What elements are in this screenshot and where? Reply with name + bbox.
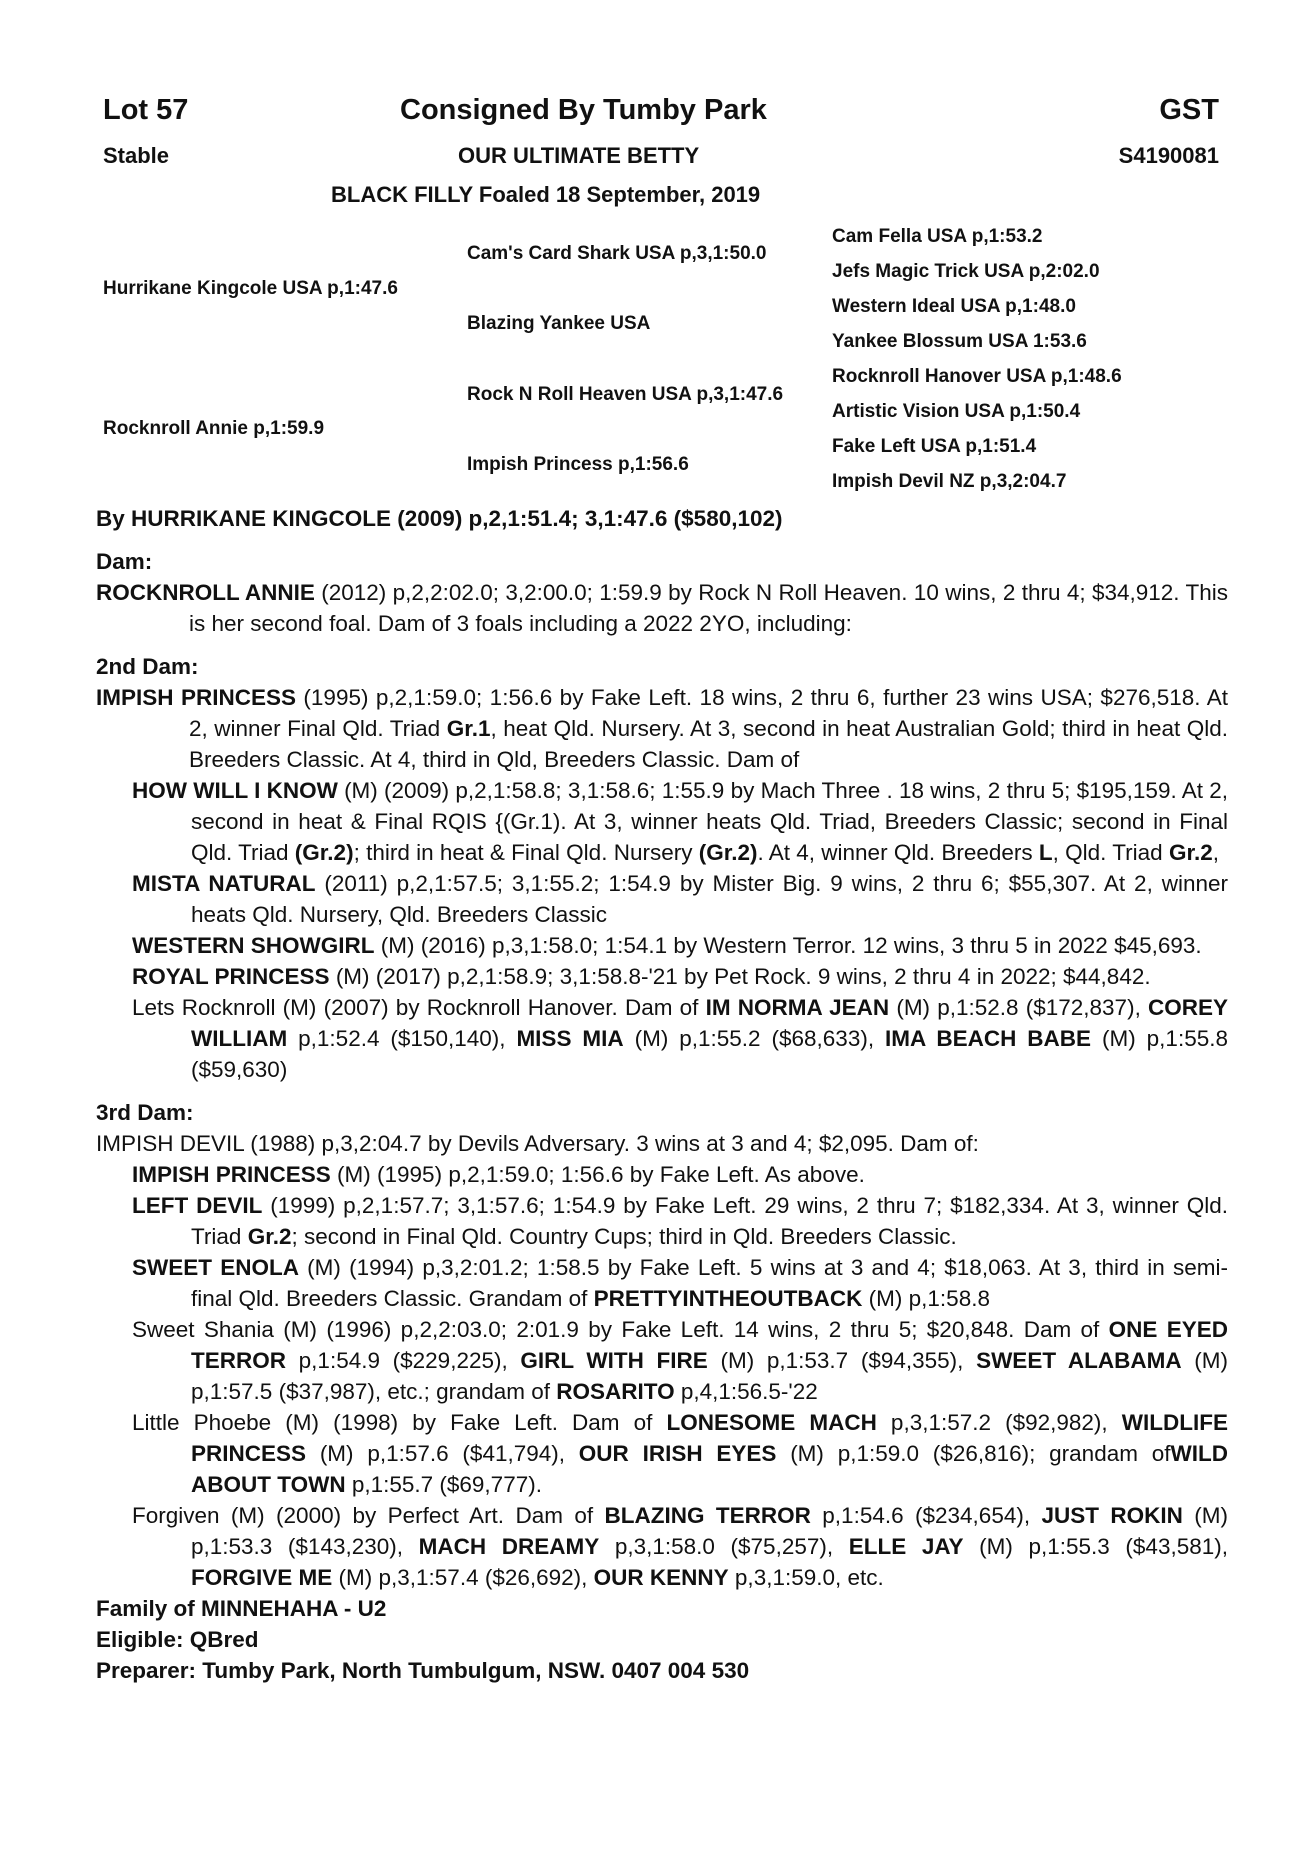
third-dam-heading: 3rd Dam: — [96, 1100, 194, 1125]
consignor: Consigned By Tumby Park — [400, 94, 767, 126]
progeny-name: ROYAL PRINCESS — [132, 964, 330, 989]
progeny-entry: SWEET ENOLA (M) (1994) p,3,2:01.2; 1:58.5 by Fake Left. 5 wins at 3 and 4; $18,063. At 3, third in semi-final Qld. Breeders Classic. Grandam of PRETTYINTHEOUTBACK (M) p,1:58.8 — [132, 1255, 1228, 1311]
pedigree-g3-5: Rocknroll Hanover USA p,1:48.6 — [832, 366, 1122, 387]
registration-id: S4190081 — [1118, 143, 1219, 168]
progeny-name: IMPISH PRINCESS — [132, 1162, 331, 1187]
progeny-name: MISTA NATURAL — [132, 871, 316, 896]
second-dam-entry: IMPISH PRINCESS (1995) p,2,1:59.0; 1:56.6 by Fake Left. 18 wins, 2 thru 6, further 23 wins USA; $276,518. At 2, winner Final Qld. Triad Gr.1, heat Qld. Nursery. At 3, second in heat Australian Gold; third in heat Qld. Breeders Classic. At 4, third in Qld, Breeders Classic. Dam of — [96, 685, 1229, 772]
progeny-entry: HOW WILL I KNOW (M) (2009) p,2,1:58.8; 3,1:58.6; 1:55.9 by Mach Three . 18 wins, 2 thru 5; $195,159. At 2, second in heat & Final RQIS {(Gr.1). At 3, winner heats Qld. Triad, Breeders Classic; second in Final Qld. Triad (Gr.2); third in heat & Final Qld. Nursery (Gr.2). At 4, winner Qld. Breeders L, Qld. Triad Gr.2, — [132, 778, 1229, 865]
pedigree-sire-dam: Blazing Yankee USA — [467, 313, 651, 334]
pedigree-g3-4: Yankee Blossum USA 1:53.6 — [832, 331, 1087, 352]
progeny-entry: IMPISH PRINCESS (M) (1995) p,2,1:59.0; 1:56.6 by Fake Left. As above. — [132, 1162, 865, 1187]
progeny-entry: WESTERN SHOWGIRL (M) (2016) p,3,1:58.0; 1:54.1 by Western Terror. 12 wins, 3 thru 5 in 2022 $45,693. — [132, 933, 1202, 958]
pedigree-g3-7: Fake Left USA p,1:51.4 — [832, 436, 1037, 457]
pedigree-g3-6: Artistic Vision USA p,1:50.4 — [832, 401, 1081, 422]
preparer-line: Preparer: Tumby Park, North Tumbulgum, NSW. 0407 004 530 — [96, 1658, 750, 1683]
second-dam-name: IMPISH PRINCESS — [96, 685, 296, 710]
progeny-entry: MISTA NATURAL (2011) p,2,1:57.5; 3,1:55.2; 1:54.9 by Mister Big. 9 wins, 2 thru 6; $55,307. At 2, winner heats Qld. Nursery, Qld. Breeders Classic — [132, 871, 1229, 927]
progeny-entry: LEFT DEVIL (1999) p,2,1:57.7; 3,1:57.6; 1:54.9 by Fake Left. 29 wins, 2 thru 7; $182,334. At 3, winner Qld. Triad Gr.2; second in Final Qld. Country Cups; third in Qld. Breeders Classic. — [132, 1193, 1228, 1249]
second-dam-heading: 2nd Dam: — [96, 654, 199, 679]
catalogue-page-content — [96, 503, 1228, 1686]
pedigree-sire: Hurrikane Kingcole USA p,1:47.6 — [103, 278, 398, 299]
dam-name: ROCKNROLL ANNIE — [96, 580, 315, 605]
dam-entry: ROCKNROLL ANNIE (2012) p,2,2:02.0; 3,2:00.0; 1:59.9 by Rock N Roll Heaven. 10 wins, 2 thru 4; $34,912. This is her second foal. Dam of 3 foals including a 2022 2YO, including: — [96, 580, 1228, 636]
horse-description: BLACK FILLY Foaled 18 September, 2019 — [331, 182, 761, 207]
dam-heading: Dam: — [96, 549, 153, 574]
pedigree-g3-8: Impish Devil NZ p,3,2:04.7 — [832, 471, 1067, 492]
progeny-entry: Forgiven (M) (2000) by Perfect Art. Dam of BLAZING TERROR p,1:54.6 ($234,654), JUST ROKIN (M) p,1:53.3 ($143,230), MACH DREAMY p,3,1:58.0 ($75,257), ELLE JAY (M) p,1:55.3 ($43,581), FORGIVE ME (M) p,3,1:57.4 ($26,692), OUR KENNY p,3,1:59.0, etc. — [132, 1503, 1229, 1590]
sire-line: By HURRIKANE KINGCOLE (2009) p,2,1:51.4; 3,1:47.6 ($580,102) — [96, 506, 783, 531]
progeny-name: LEFT DEVIL — [132, 1193, 263, 1218]
lot-number: Lot 57 — [103, 94, 189, 126]
eligibility-line: Eligible: QBred — [96, 1627, 259, 1652]
progeny-entry: Sweet Shania (M) (1996) p,2,2:03.0; 2:01.9 by Fake Left. 14 wins, 2 thru 5; $20,848. Dam of ONE EYED TERROR p,1:54.9 ($229,225), GIRL WITH FIRE (M) p,1:53.7 ($94,355), SWEET ALABAMA (M) p,1:57.5 ($37,987), etc.; grandam of ROSARITO p,4,1:56.5-'22 — [132, 1317, 1229, 1404]
third-dam-entry: IMPISH DEVIL (1988) p,3,2:04.7 by Devils Adversary. 3 wins at 3 and 4; $2,095. Dam of: — [96, 1131, 979, 1156]
pedigree-g3-2: Jefs Magic Trick USA p,2:02.0 — [832, 261, 1100, 282]
pedigree-sire-sire: Cam's Card Shark USA p,3,1:50.0 — [467, 243, 767, 264]
pedigree-g3-1: Cam Fella USA p,1:53.2 — [832, 226, 1043, 247]
progeny-entry: ROYAL PRINCESS (M) (2017) p,2,1:58.9; 3,1:58.8-'21 by Pet Rock. 9 wins, 2 thru 4 in 2022; $44,842. — [132, 964, 1151, 989]
progeny-name: SWEET ENOLA — [132, 1255, 299, 1280]
progeny-entry: Lets Rocknroll (M) (2007) by Rocknroll Hanover. Dam of IM NORMA JEAN (M) p,1:52.8 ($172,837), COREY WILLIAM p,1:52.4 ($150,140), MISS MIA (M) p,1:55.2 ($68,633), IMA BEACH BABE (M) p,1:55.8 ($59,630) — [132, 995, 1229, 1082]
progeny-name: HOW WILL I KNOW — [132, 778, 338, 803]
tax-status: GST — [1159, 94, 1219, 126]
horse-name: OUR ULTIMATE BETTY — [458, 143, 700, 168]
pedigree-dam: Rocknroll Annie p,1:59.9 — [103, 418, 325, 439]
progeny-name: WESTERN SHOWGIRL — [132, 933, 375, 958]
pedigree-dam-sire: Rock N Roll Heaven USA p,3,1:47.6 — [467, 384, 784, 405]
stable-label: Stable — [103, 143, 170, 168]
progeny-entry: Little Phoebe (M) (1998) by Fake Left. Dam of LONESOME MACH p,3,1:57.2 ($92,982), WILDLIFE PRINCESS (M) p,1:57.6 ($41,794), OUR IRISH EYES (M) p,1:59.0 ($26,816); grandam ofWILD ABOUT TOWN p,1:55.7 ($69,777). — [132, 1410, 1228, 1497]
family-line: Family of MINNEHAHA - U2 — [96, 1596, 387, 1621]
pedigree-g3-3: Western Ideal USA p,1:48.0 — [832, 296, 1076, 317]
pedigree-dam-dam: Impish Princess p,1:56.6 — [467, 454, 689, 475]
